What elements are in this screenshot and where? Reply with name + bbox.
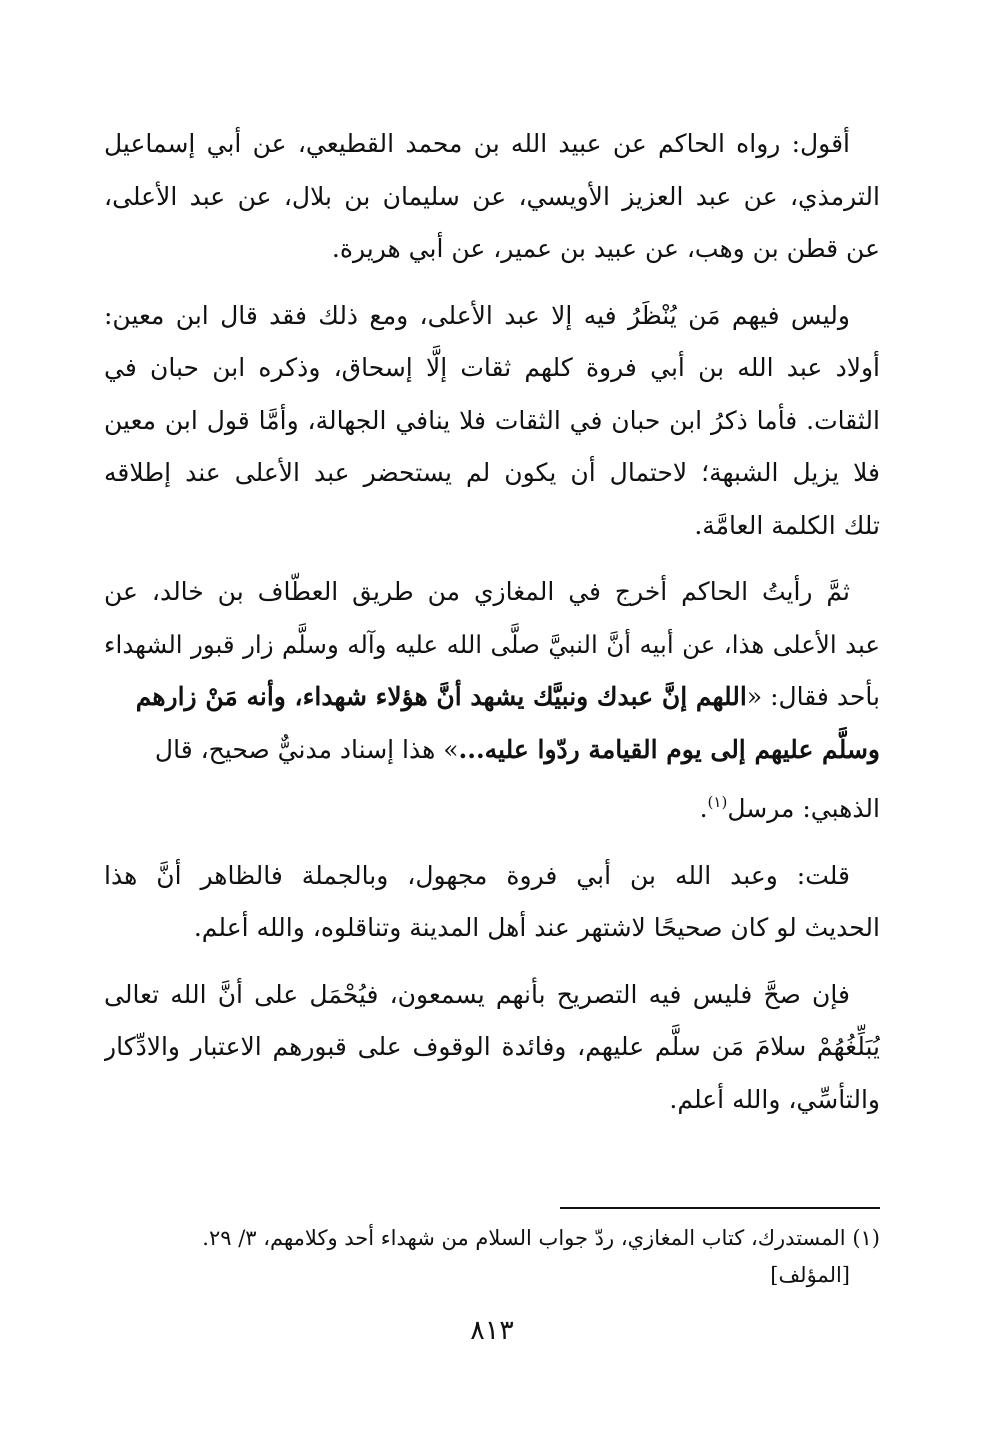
text-line — [104, 671, 880, 724]
text-line: فإن صحَّ فليس فيه التصريح بأنهم يسمعون، فيُحْمَل على أنَّ الله تعالى — [104, 979, 850, 1009]
text-line: قلت: وعبد الله بن أبي فروة مجهول، وبالجملة فالظاهر أنَّ هذا — [104, 860, 850, 890]
text-line: الحديث لو كان صحيحًا لاشتهر عند أهل المدينة وتناقلوه، والله أعلم. — [193, 913, 880, 942]
text-segment: بأحد فقال: « — [746, 682, 880, 711]
text-line: الثقات. فأما ذكرُ ابن حبان في الثقات فلا ينافي الجهالة، وأمَّا قول ابن معين — [104, 405, 880, 435]
hadith-quote: وسلَّم عليهم إلى يوم القيامة ردّوا عليه... — [458, 734, 880, 764]
text-line: عبد الأعلى هذا، عن أبيه أنَّ النبيَّ صلَّى الله عليه وآله وسلَّم زار قبور الشهداء — [104, 629, 880, 659]
text-line: والتأسِّي، والله أعلم. — [669, 1084, 880, 1114]
text-line: فلا يزيل الشبهة؛ لاحتمال أن يكون لم يستحضر عبد الأعلى عند إطلاقه — [104, 458, 880, 487]
page-body — [104, 118, 880, 1140]
text-line: وليس فيهم مَن يُنْظَرُ فيه إلا عبد الأعلى، ومع ذلك فقد قال ابن معين: — [104, 300, 850, 330]
text-line — [104, 776, 880, 836]
text-segment: » هذا إسناد مدنيٌّ صحيح، قال — [154, 734, 459, 764]
text-line: عن قطن بن وهب، عن عبيد بن عمير، عن أبي هريرة. — [331, 234, 880, 263]
footnotes — [104, 1220, 880, 1294]
text-line: يُبَلِّغُهُمْ سلامَ مَن سلَّم عليهم، وفائدة الوقوف على قبورهم الاعتبار والادِّكار — [104, 1032, 880, 1061]
text-line: تلك الكلمة العامَّة. — [694, 510, 880, 540]
text-line — [104, 724, 880, 777]
hadith-quote: اللهم إنَّ عبدك ونبيَّك يشهد أنَّ هؤلاء شهداء، وأنه مَنْ زارهم — [135, 682, 747, 711]
text-segment: . — [699, 794, 708, 823]
paragraph-5 — [104, 969, 880, 1127]
footnote-reference[interactable]: (١) — [707, 793, 728, 811]
paragraph-1 — [104, 118, 880, 276]
footnote-separator — [560, 1207, 880, 1209]
text-line: أولاد عبد الله بن أبي فروة كلهم ثقات إلَّا إسحاق، وذكره ابن حبان في — [104, 353, 880, 382]
text-segment: الذهبي: مرسل — [727, 794, 880, 823]
paragraph-2 — [104, 290, 880, 553]
page-number: ٨١٣ — [470, 1315, 514, 1346]
text-line: أقول: رواه الحاكم عن عبيد الله بن محمد القطيعي، عن أبي إسماعيل — [104, 129, 850, 158]
footnote-1: (١) المستدرك، كتاب المغازي، ردّ جواب السلام من شهداء أحد وكلامهم، ٣/ ٢٩. — [202, 1226, 880, 1250]
text-line: ثمَّ رأيتُ الحاكم أخرج في المغازي من طريق العطّاف بن خالد، عن — [104, 577, 850, 606]
footnote-1-attribution: [المؤلف] — [770, 1263, 850, 1287]
paragraph-4 — [104, 850, 880, 955]
paragraph-3 — [104, 566, 880, 836]
text-line: الترمذي، عن عبد العزيز الأويسي، عن سليمان بن بلال، عن عبد الأعلى، — [104, 181, 880, 211]
